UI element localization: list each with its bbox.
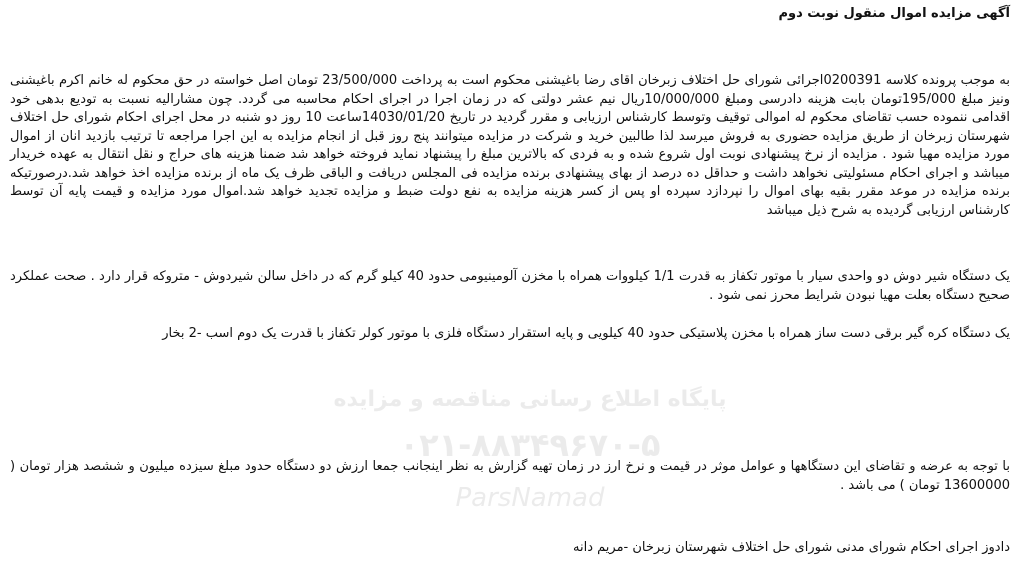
signature-line: دادوز اجرای احکام شورای مدنی شورای حل اختلاف شهرستان زبرخان -مریم دانه (573, 540, 1010, 555)
auction-item-milking-machine: یک دستگاه شیر دوش دو واحدی سیار با موتور تکفاز به قدرت 1/1 کیلووات همراه با مخزن آلومینیومی حدود 40 کیلو گرم که در داخل سالن شیردوش - متروکه قرار دارد . صحت عملکرد صحیح دستگاه بعلت مهیا نبودن شرایط محرز نمی شود . (10, 269, 1010, 303)
watermark-brand: ParsNamad (455, 483, 605, 513)
watermark-phone: ۰۲۱-۸۸۳۴۹۶۷۰-۵ (399, 426, 661, 464)
notice-title: آگهی مزایده اموال منقول نوبت دوم (778, 6, 1010, 21)
watermark-line-1: پایگاه اطلاع رسانی مناقصه و مزایده (333, 387, 727, 412)
notice-body-paragraph: به موجب پرونده کلاسه 0200391اجرائی شورای حل اختلاف زبرخان اقای رضا باغیشنی محکوم است به پرداخت 23/500/000 تومان اصل خواسته در حق محکوم له خانم اکرم باغیشنی ونیز مبلغ 195/000تومان بابت هزینه دادرسی ومبلغ 10/000/000ریال نیم عشر دولتی که در زمان اجرا در اجرای احکام محاسبه می گردد. چون مشارالیه نسبت به تودیع بدهی خود اقدامی ننموده حسب تقاضای محکوم له اموالی توقیف وتوسط کارشناس ارزیابی و مقرر گردید در تاریخ 14030/01/20ساعت 10 روز دو شنبه در محل اجرای احکام شورای حل اختلاف شهرستان زبرخان از طریق مزایده حضوری به فروش میرسد لذا طالبین خرید و شرکت در مزایده میتوانند پنج روز قبل از انجام مزایده به این اجرا مراجعه تا ترتیب بازدید انان از اموال مورد مزایده مهیا شود . مزایده از نرخ پیشنهادی نوبت اول شروع شده و به فردی که بالاترین مبلغ را پیشنهاد نماید فروخته خواهد شد ضمنا هزینه های حراج و نقل انتقال به عهده خریدار میباشد و اجرای احکام مسئولیتی نخواهد داشت و حداقل ده درصد از بهای پیشنهادی برنده مزایده فی المجلس دریافت و الباقی ظرف یک ماه از برنده مزایده اخذ خواهد شد.درصورتیکه برنده مزایده در موعد مقرر بقیه بهای اموال را نپردازد سپرده او پس از کسر هزینه مزایده به نفع دولت ضبط و مزایده تجدید خواهد شد.اموال مورد مزایده و قیمت پایه آن توسط کارشناس ارزیابی گردیده به شرح ذیل میباشد (10, 73, 1010, 218)
valuation-paragraph: با توجه به عرضه و تقاضای این دستگاهها و عوامل موثر در قیمت و نرخ ارز در زمان تهیه گزارش به نظر اینجانب جمعا ارزش دو دستگاه حدود مبلغ سیزده میلیون و ششصد هزار تومان ( 13600000 تومان ) می باشد . (10, 459, 1010, 493)
auction-item-butter-churn: یک دستگاه کره گیر برقی دست ساز همراه با مخزن پلاستیکی حدود 40 کیلویی و پایه استقرار دستگاه فلزی با موتور کولر تکفاز با قدرت یک دوم اسب -2 بخار (162, 326, 1010, 341)
